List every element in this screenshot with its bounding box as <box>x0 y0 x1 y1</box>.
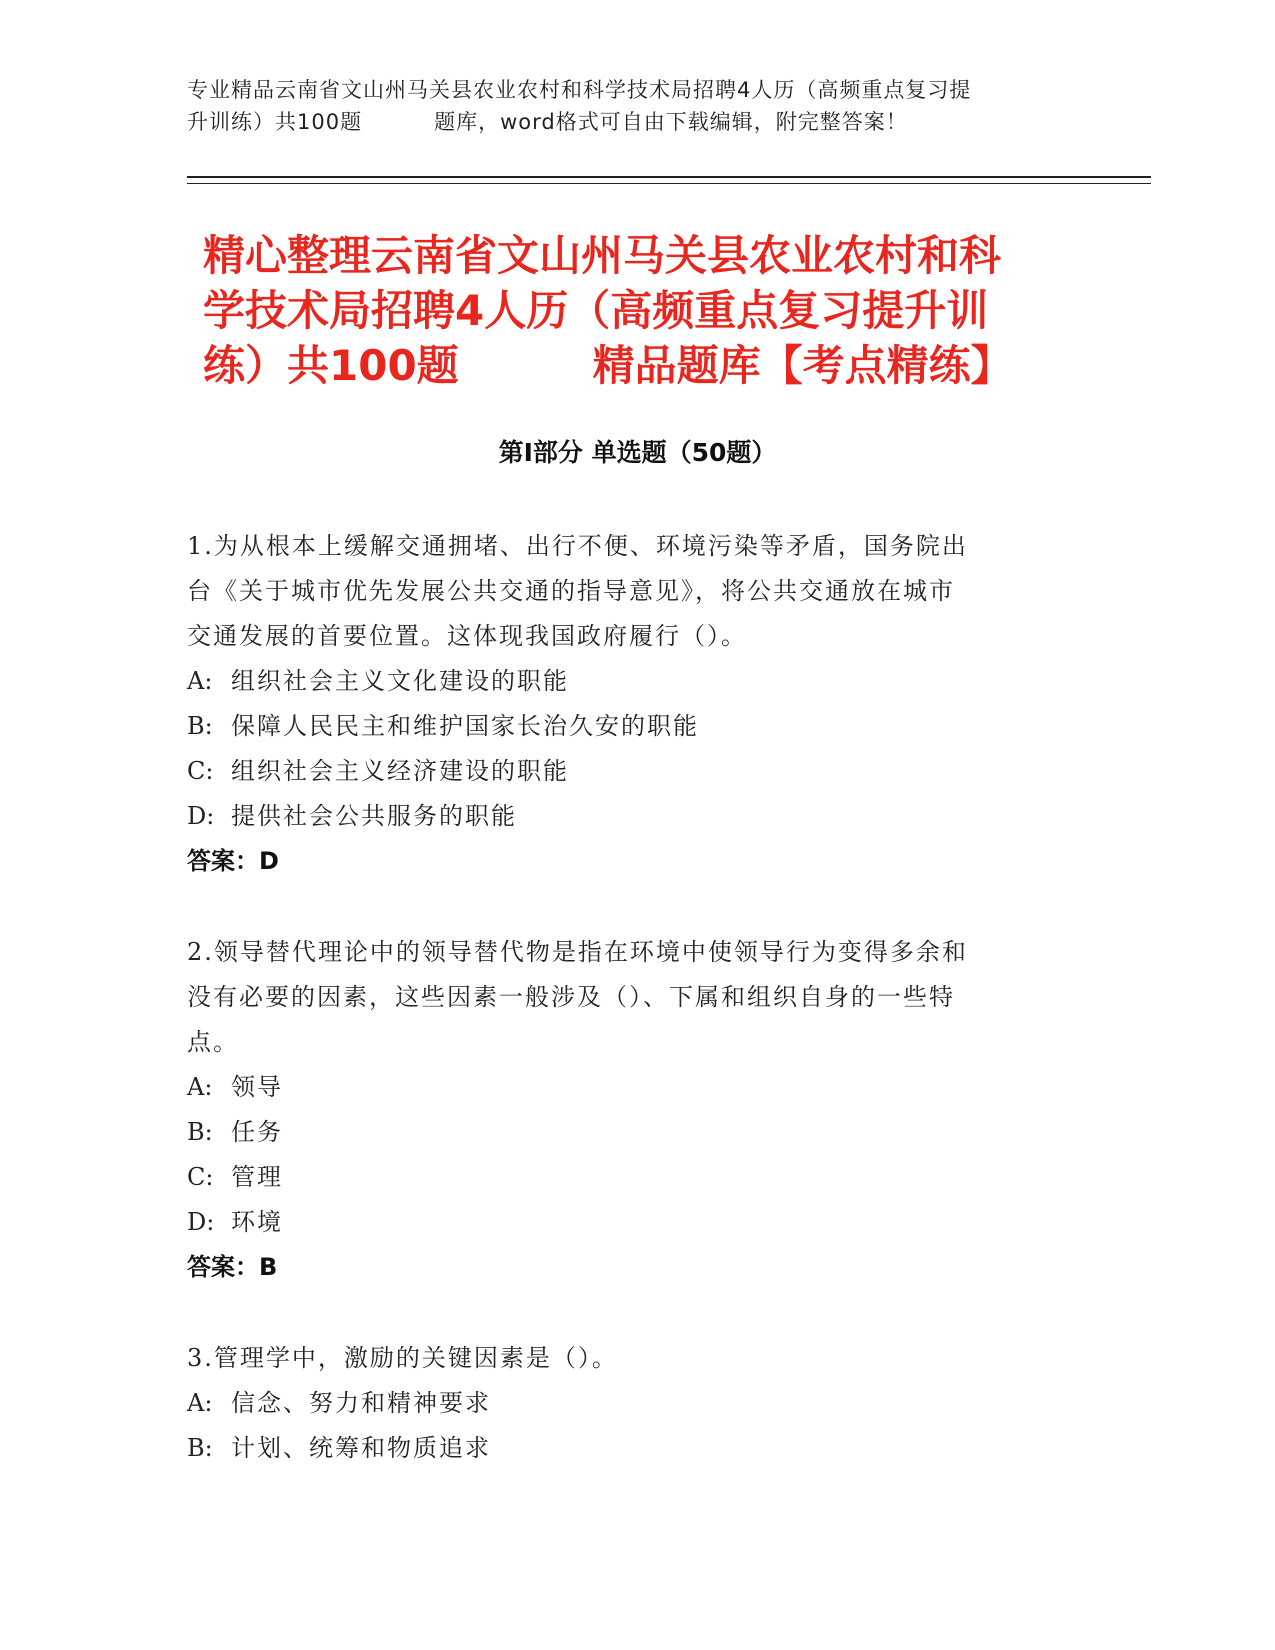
title-line-3-part-1: 练）共100题 <box>203 341 459 390</box>
option-text: 环境 <box>231 1208 283 1236</box>
question-stem-line: 台《关于城市优先发展公共交通的指导意见》，将公共交通放在城市 <box>187 577 955 605</box>
header-line-2 <box>187 106 1087 138</box>
question-stem-line: 点。 <box>187 1028 239 1056</box>
question-stem-line: 2.领导替代理论中的领导替代物是指在环境中使领导行为变得多余和 <box>187 938 968 966</box>
option-key: D: <box>187 1208 215 1236</box>
option-b <box>187 1426 1067 1471</box>
question-stem-line: 交通发展的首要位置。这体现我国政府履行（）。 <box>187 622 747 650</box>
option-text: 管理 <box>231 1163 283 1191</box>
header-divider-thick <box>187 176 1151 178</box>
option-key: A: <box>187 1389 213 1417</box>
option-key: B: <box>187 1118 213 1146</box>
option-a <box>187 1065 1067 1110</box>
option-key: C: <box>187 1163 214 1191</box>
option-d <box>187 794 1067 839</box>
option-text: 任务 <box>231 1118 283 1146</box>
option-c <box>187 749 1067 794</box>
header-divider-thin <box>187 183 1151 184</box>
question-stem-line: 没有必要的因素，这些因素一般涉及（）、下属和组织自身的一些特 <box>187 983 955 1011</box>
title-line-1: 精心整理云南省文山州马关县农业农村和科 <box>203 231 1002 280</box>
title-line-3-part-2: 精品题库【考点精练】 <box>592 341 1013 390</box>
option-c <box>187 1155 1067 1200</box>
option-key: A: <box>187 667 213 695</box>
question-1 <box>187 524 1067 884</box>
document-title <box>203 228 1103 393</box>
section-heading: 第Ⅰ部分 单选题（50题） <box>498 438 777 467</box>
option-a <box>187 1381 1067 1426</box>
header-line-1: 专业精品云南省文山州马关县农业农村和科学技术局招聘4人历（高频重点复习提 <box>187 78 972 102</box>
option-key: B: <box>187 712 213 740</box>
option-key: D: <box>187 802 215 830</box>
title-line-2: 学技术局招聘4人历（高频重点复习提升训 <box>203 286 989 335</box>
option-text: 领导 <box>231 1073 283 1101</box>
option-text: 提供社会公共服务的职能 <box>231 802 517 830</box>
question-3 <box>187 1336 1067 1471</box>
option-text: 组织社会主义文化建设的职能 <box>231 667 569 695</box>
header-line-2-part-1: 升训练）共100题 <box>187 110 363 134</box>
question-stem-line: 3.管理学中，激励的关键因素是（）。 <box>187 1344 618 1372</box>
option-b <box>187 1110 1067 1155</box>
question-list <box>187 524 1067 1517</box>
page-header <box>187 74 1087 138</box>
option-d <box>187 1200 1067 1245</box>
option-text: 计划、统筹和物质追求 <box>231 1434 491 1462</box>
option-key: C: <box>187 757 214 785</box>
option-key: A: <box>187 1073 213 1101</box>
title-line-3 <box>203 338 1103 393</box>
option-text: 组织社会主义经济建设的职能 <box>231 757 569 785</box>
option-text: 保障人民民主和维护国家长治久安的职能 <box>231 712 699 740</box>
option-b <box>187 704 1067 749</box>
option-a <box>187 659 1067 704</box>
question-2 <box>187 930 1067 1290</box>
header-line-2-part-2: 题库，word格式可自由下载编辑，附完整答案！ <box>434 110 908 134</box>
option-text: 信念、努力和精神要求 <box>231 1389 491 1417</box>
option-key: B: <box>187 1434 213 1462</box>
answer-label: 答案：D <box>187 847 279 875</box>
answer-label: 答案：B <box>187 1253 278 1281</box>
question-stem-line: 1.为从根本上缓解交通拥堵、出行不便、环境污染等矛盾，国务院出 <box>187 532 968 560</box>
